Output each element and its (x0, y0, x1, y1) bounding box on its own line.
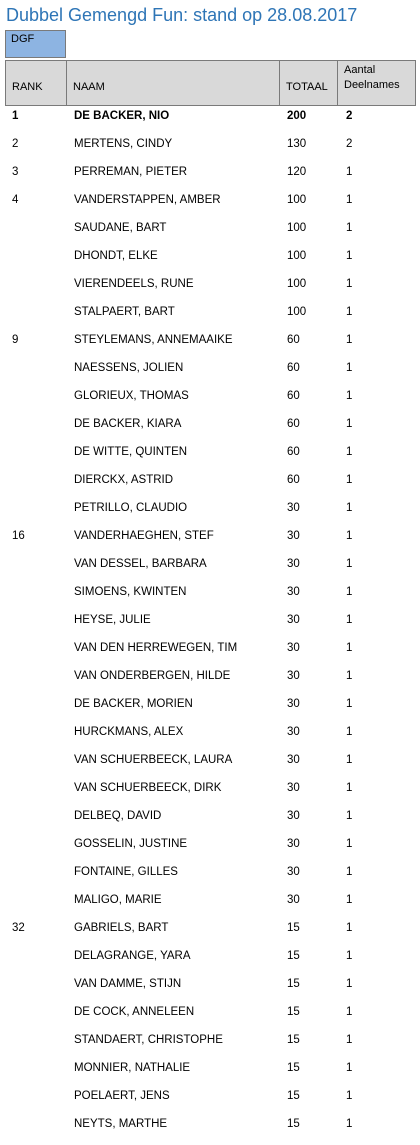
participations-cell: 1 (346, 1006, 353, 1018)
participations-cell: 1 (346, 334, 353, 346)
participations-cell: 1 (346, 222, 353, 234)
header-rank (5, 60, 67, 106)
name-cell: DHONDT, ELKE (74, 250, 158, 262)
table-row (0, 382, 420, 410)
table-row (0, 606, 420, 634)
table-row (0, 998, 420, 1026)
participations-cell: 1 (346, 670, 353, 682)
name-cell: VAN DAMME, STIJN (74, 978, 182, 990)
table-row (0, 802, 420, 830)
total-cell: 30 (287, 726, 300, 738)
rank-cell: 1 (12, 110, 19, 122)
participations-cell: 2 (346, 110, 353, 122)
name-cell: VANDERHAEGHEN, STEF (74, 530, 214, 542)
total-cell: 30 (287, 894, 300, 906)
participations-cell: 1 (346, 446, 353, 458)
participations-cell: 1 (346, 782, 353, 794)
participations-cell: 1 (346, 642, 353, 654)
header-totaal-label: TOTAAL (286, 81, 328, 93)
name-cell: MONNIER, NATHALIE (74, 1062, 191, 1074)
name-cell: DE BACKER, MORIEN (74, 698, 193, 710)
participations-cell: 1 (346, 1118, 353, 1130)
total-cell: 30 (287, 754, 300, 766)
participations-cell: 1 (346, 502, 353, 514)
name-cell: DELAGRANGE, YARA (74, 950, 191, 962)
name-cell: STANDAERT, CHRISTOPHE (74, 1034, 223, 1046)
table-row (0, 466, 420, 494)
table-row (0, 326, 420, 354)
participations-cell: 1 (346, 166, 353, 178)
name-cell: GABRIELS, BART (74, 922, 169, 934)
total-cell: 30 (287, 642, 300, 654)
name-cell: FONTAINE, GILLES (74, 866, 178, 878)
total-cell: 60 (287, 418, 300, 430)
total-cell: 30 (287, 866, 300, 878)
table-row (0, 970, 420, 998)
participations-cell: 1 (346, 614, 353, 626)
table-row (0, 690, 420, 718)
total-cell: 100 (287, 278, 307, 290)
table-row (0, 270, 420, 298)
table-row (0, 1082, 420, 1110)
table-row (0, 438, 420, 466)
total-cell: 30 (287, 810, 300, 822)
total-cell: 100 (287, 250, 307, 262)
participations-cell: 1 (346, 390, 353, 402)
table-row (0, 522, 420, 550)
name-cell: GOSSELIN, JUSTINE (74, 838, 188, 850)
total-cell: 60 (287, 446, 300, 458)
participations-cell: 1 (346, 1090, 353, 1102)
participations-cell: 1 (346, 866, 353, 878)
name-cell: VAN DEN HERREWEGEN, TIM (74, 642, 238, 654)
total-cell: 100 (287, 306, 307, 318)
name-cell: MALIGO, MARIE (74, 894, 162, 906)
total-cell: 60 (287, 474, 300, 486)
total-cell: 100 (287, 222, 307, 234)
table-row (0, 718, 420, 746)
table-row (0, 886, 420, 914)
rank-cell: 16 (12, 530, 25, 542)
table-row (0, 242, 420, 270)
table-row (0, 186, 420, 214)
total-cell: 30 (287, 586, 300, 598)
table-row (0, 102, 420, 130)
name-cell: NAESSENS, JOLIEN (74, 362, 184, 374)
table-row (0, 830, 420, 858)
header-totaal (279, 60, 338, 106)
participations-cell: 1 (346, 250, 353, 262)
name-cell: VANDERSTAPPEN, AMBER (74, 194, 221, 206)
participations-cell: 1 (346, 474, 353, 486)
category-label: DGF (5, 30, 66, 58)
total-cell: 15 (287, 1006, 300, 1018)
name-cell: DIERCKX, ASTRID (74, 474, 174, 486)
name-cell: SIMOENS, KWINTEN (74, 586, 187, 598)
total-cell: 60 (287, 334, 300, 346)
total-cell: 120 (287, 166, 307, 178)
total-cell: 130 (287, 138, 307, 150)
header-deelnames (337, 60, 416, 106)
participations-cell: 1 (346, 362, 353, 374)
name-cell: STEYLEMANS, ANNEMAAIKE (74, 334, 233, 346)
header-naam-label: NAAM (73, 81, 105, 93)
total-cell: 15 (287, 1090, 300, 1102)
total-cell: 30 (287, 670, 300, 682)
total-cell: 30 (287, 838, 300, 850)
name-cell: HEYSE, JULIE (74, 614, 151, 626)
name-cell: STALPAERT, BART (74, 306, 175, 318)
name-cell: VAN ONDERBERGEN, HILDE (74, 670, 231, 682)
total-cell: 60 (287, 390, 300, 402)
participations-cell: 1 (346, 754, 353, 766)
name-cell: DE COCK, ANNELEEN (74, 1006, 195, 1018)
table-row (0, 774, 420, 802)
table-row (0, 578, 420, 606)
participations-cell: 1 (346, 810, 353, 822)
rank-cell: 4 (12, 194, 19, 206)
table-row (0, 1054, 420, 1082)
participations-cell: 1 (346, 194, 353, 206)
page-title: Dubbel Gemengd Fun: stand op 28.08.2017 (6, 5, 358, 25)
total-cell: 15 (287, 922, 300, 934)
table-row (0, 634, 420, 662)
total-cell: 30 (287, 614, 300, 626)
name-cell: MERTENS, CINDY (74, 138, 173, 150)
table-row (0, 1110, 420, 1138)
total-cell: 15 (287, 1034, 300, 1046)
header-deelnames-label (344, 63, 400, 93)
name-cell: VAN SCHUERBEECK, DIRK (74, 782, 222, 794)
table-row (0, 130, 420, 158)
header-naam (66, 60, 280, 106)
participations-cell: 1 (346, 530, 353, 542)
total-cell: 30 (287, 782, 300, 794)
table-row (0, 550, 420, 578)
name-cell: DELBEQ, DAVID (74, 810, 162, 822)
name-cell: POELAERT, JENS (74, 1090, 170, 1102)
participations-cell: 1 (346, 586, 353, 598)
name-cell: GLORIEUX, THOMAS (74, 390, 189, 402)
participations-cell: 1 (346, 950, 353, 962)
name-cell: PETRILLO, CLAUDIO (74, 502, 188, 514)
total-cell: 30 (287, 558, 300, 570)
name-cell: PERREMAN, PIETER (74, 166, 188, 178)
total-cell: 30 (287, 698, 300, 710)
table-row (0, 158, 420, 186)
participations-cell: 1 (346, 278, 353, 290)
total-cell: 200 (287, 110, 307, 122)
total-cell: 30 (287, 502, 300, 514)
name-cell: DE BACKER, NIO (74, 110, 170, 122)
participations-cell: 1 (346, 698, 353, 710)
total-cell: 100 (287, 194, 307, 206)
name-cell: VIERENDEELS, RUNE (74, 278, 194, 290)
name-cell: DE BACKER, KIARA (74, 418, 182, 430)
rank-cell: 32 (12, 922, 25, 934)
participations-cell: 1 (346, 306, 353, 318)
rank-cell: 9 (12, 334, 19, 346)
header-rank-label: RANK (12, 81, 43, 93)
header-deelnames-line1: Aantal (344, 64, 376, 76)
participations-cell: 1 (346, 1034, 353, 1046)
participations-cell: 1 (346, 838, 353, 850)
table-row (0, 858, 420, 886)
rank-cell: 2 (12, 138, 19, 150)
table-row (0, 354, 420, 382)
total-cell: 15 (287, 1118, 300, 1130)
table-row (0, 914, 420, 942)
name-cell: HURCKMANS, ALEX (74, 726, 184, 738)
participations-cell: 1 (346, 922, 353, 934)
total-cell: 60 (287, 362, 300, 374)
table-row (0, 410, 420, 438)
total-cell: 15 (287, 950, 300, 962)
name-cell: VAN SCHUERBEECK, LAURA (74, 754, 233, 766)
participations-cell: 1 (346, 558, 353, 570)
table-row (0, 214, 420, 242)
table-row (0, 746, 420, 774)
participations-cell: 1 (346, 418, 353, 430)
participations-cell: 1 (346, 726, 353, 738)
name-cell: NEYTS, MARTHE (74, 1118, 168, 1130)
table-row (0, 942, 420, 970)
name-cell: DE WITTE, QUINTEN (74, 446, 188, 458)
total-cell: 15 (287, 1062, 300, 1074)
total-cell: 15 (287, 978, 300, 990)
participations-cell: 2 (346, 138, 353, 150)
name-cell: SAUDANE, BART (74, 222, 167, 234)
table-row (0, 298, 420, 326)
total-cell: 30 (287, 530, 300, 542)
participations-cell: 1 (346, 894, 353, 906)
participations-cell: 1 (346, 1062, 353, 1074)
header-deelnames-line2: Deelnames (344, 79, 400, 91)
name-cell: VAN DESSEL, BARBARA (74, 558, 207, 570)
participations-cell: 1 (346, 978, 353, 990)
table-row (0, 494, 420, 522)
table-row (0, 1026, 420, 1054)
rank-cell: 3 (12, 166, 19, 178)
table-row (0, 662, 420, 690)
